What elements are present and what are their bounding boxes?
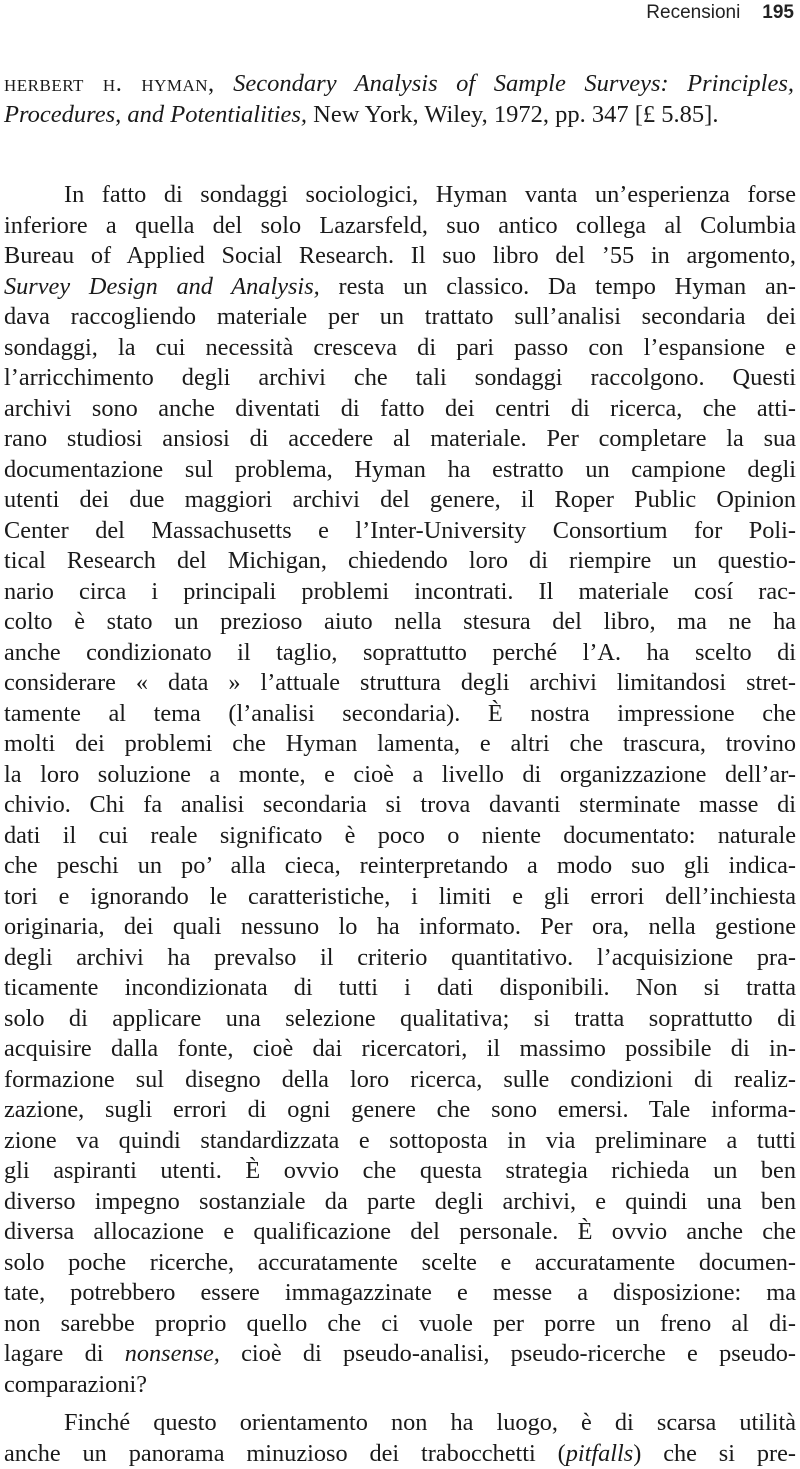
page-number: 195 (762, 2, 794, 23)
book-author: herbert h. hyman, (4, 70, 215, 97)
text-line: lagare di nonsense, cioè di pseudo-analisi, pseudo-ricerche e pseudo- (4, 1339, 796, 1370)
text-line: zazione, sugli errori di ogni genere che sono emersi. Tale informa- (4, 1095, 796, 1126)
cited-title: Survey Design and Analysis, (4, 273, 320, 300)
text-line: diverso impegno sostanziale da parte degli archivi, e quindi una ben (4, 1187, 796, 1218)
text-line: colto è stato un prezioso aiuto nella stesura del libro, ma ne ha (4, 607, 796, 638)
text-line: dava raccogliendo materiale per un trattato sull’analisi secondaria dei (4, 302, 796, 333)
book-title: Secondary Analysis of Sample Surveys: Principles, Procedures, and Potentialities, (4, 70, 794, 128)
book-publication-info: New York, Wiley, 1972, pp. 347 [£ 5.85]. (313, 101, 718, 128)
text-line: Survey Design and Analysis, resta un classico. Da tempo Hyman an- (4, 272, 796, 303)
text-line: tamente al tema (l’analisi secondaria). È nostra impressione che (4, 699, 796, 730)
text-line: Center del Massachusetts e l’Inter-University Consortium for Poli- (4, 516, 796, 547)
text-line: l’arricchimento degli archivi che tali sondaggi raccolgono. Questi (4, 363, 796, 394)
text-line: Bureau of Applied Social Research. Il suo libro del ’55 in argomento, (4, 241, 796, 272)
text-line: molti dei problemi che Hyman lamenta, e altri che trascura, trovino (4, 729, 796, 760)
text-line: che peschi un po’ alla cieca, reinterpretando a modo suo gli indica- (4, 851, 796, 882)
text-line: comparazioni? (4, 1370, 796, 1401)
book-citation (4, 68, 794, 130)
text-line: chivio. Chi fa analisi secondaria si trova davanti sterminate masse di (4, 790, 796, 821)
text-line: dati il cui reale significato è poco o niente documentato: naturale (4, 821, 796, 852)
review-body (4, 180, 796, 1469)
text-line: diversa allocazione e qualificazione del personale. È ovvio anche che (4, 1217, 796, 1248)
text-line: tate, potrebbero essere immagazzinate e messe a disposizione: ma (4, 1278, 796, 1309)
text-line: sondaggi, la cui necessità cresceva di pari passo con l’espansione e (4, 333, 796, 364)
text-line: ticamente incondizionata di tutti i dati disponibili. Non si tratta (4, 973, 796, 1004)
text-line: Finché questo orientamento non ha luogo, è di scarsa utilità (4, 1408, 796, 1439)
running-head (646, 2, 794, 24)
text-line: In fatto di sondaggi sociologici, Hyman vanta un’esperienza forse (4, 180, 796, 211)
text-line: acquisire dalla fonte, cioè dai ricercatori, il massimo possibile di in- (4, 1034, 796, 1065)
text-line: rano studiosi ansiosi di accedere al materiale. Per completare la sua (4, 424, 796, 455)
text-line: utenti dei due maggiori archivi del genere, il Roper Public Opinion (4, 485, 796, 516)
text-line: formazione sul disegno della loro ricerca, sulle condizioni di realiz- (4, 1065, 796, 1096)
text-line: solo di applicare una selezione qualitativa; si tratta soprattutto di (4, 1004, 796, 1035)
emphasis-term: pitfalls (566, 1440, 634, 1467)
text-line: documentazione sul problema, Hyman ha estratto un campione degli (4, 455, 796, 486)
section-title: Recensioni (646, 2, 740, 23)
text-line: nario circa i principali problemi incontrati. Il materiale cosí rac- (4, 577, 796, 608)
text-line: originaria, dei quali nessuno lo ha informato. Per ora, nella gestione (4, 912, 796, 943)
text-line: tori e ignorando le caratteristiche, i limiti e gli errori dell’inchiesta (4, 882, 796, 913)
text-line: degli archivi ha prevalso il criterio quantitativo. l’acquisizione pra- (4, 943, 796, 974)
text-line: gli aspiranti utenti. È ovvio che questa strategia richieda un ben (4, 1156, 796, 1187)
text-line: archivi sono anche diventati di fatto dei centri di ricerca, che atti- (4, 394, 796, 425)
text-line: anche condizionato il taglio, soprattutto perché l’A. ha scelto di (4, 638, 796, 669)
text-line: inferiore a quella del solo Lazarsfeld, suo antico collega al Columbia (4, 211, 796, 242)
emphasis-term: nonsense, (125, 1340, 220, 1367)
paragraph-gap (4, 1400, 796, 1408)
text-line: anche un panorama minuzioso dei trabocchetti (pitfalls) che si pre- (4, 1439, 796, 1469)
text-line: tical Research del Michigan, chiedendo loro di riempire un questio- (4, 546, 796, 577)
text-line: considerare « data » l’attuale struttura degli archivi limitandosi stret- (4, 668, 796, 699)
text-line: non sarebbe proprio quello che ci vuole per porre un freno al di- (4, 1309, 796, 1340)
text-line: la loro soluzione a monte, e cioè a livello di organizzazione dell’ar- (4, 760, 796, 791)
text-line: solo poche ricerche, accuratamente scelte e accuratamente documen- (4, 1248, 796, 1279)
text-line: zione va quindi standardizzata e sottoposta in via preliminare a tutti (4, 1126, 796, 1157)
